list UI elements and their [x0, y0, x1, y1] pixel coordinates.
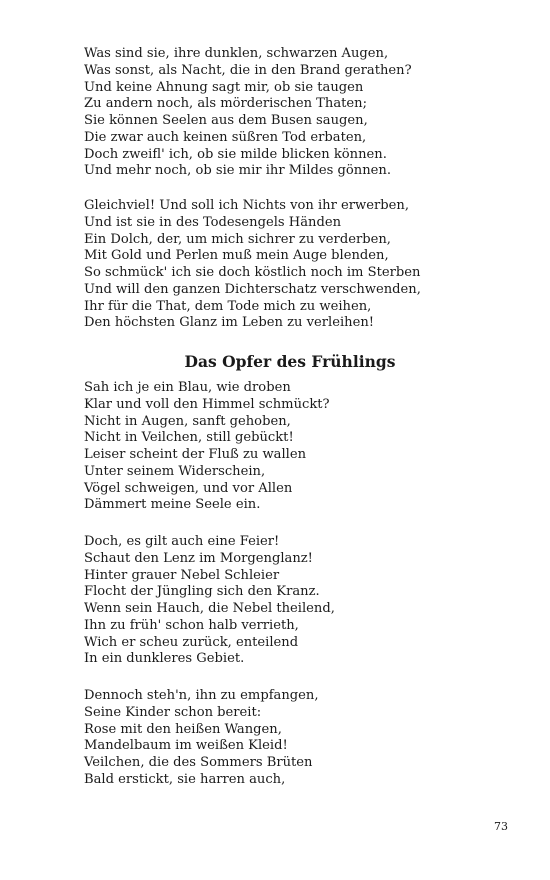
- verse-line: Wenn sein Hauch, die Nebel theilend,: [84, 601, 335, 616]
- verse-line: Nicht in Veilchen, still gebückt!: [84, 430, 294, 446]
- verse-line: Die zwar auch keinen süßren Tod erbaten,: [84, 129, 367, 145]
- verse-line: Dennoch steh'n, ihn zu empfangen,: [84, 688, 319, 703]
- poem-body: [84, 380, 484, 789]
- stanza: [84, 198, 484, 332]
- verse-line: Seine Kinder schon bereit:: [84, 704, 262, 720]
- verse-line: Vögel schweigen, und vor Allen: [84, 480, 293, 496]
- stanza: [84, 380, 484, 514]
- verse-line: Hinter grauer Nebel Schleier: [84, 567, 280, 583]
- verse-line: Mandelbaum im weißen Kleid!: [84, 738, 288, 754]
- verse-line: Sah ich je ein Blau, wie droben: [84, 380, 291, 395]
- verse-line: Ihn zu früh' schon halb verrieth,: [84, 617, 299, 633]
- verse-line: Was sind sie, ihre dunklen, schwarzen Augen,: [84, 46, 389, 61]
- page-number: 73: [494, 820, 508, 833]
- verse-line: Veilchen, die des Sommers Brüten: [84, 755, 313, 770]
- stanza: [84, 688, 484, 789]
- verse-line: Zu andern noch, als mörderischen Thaten;: [84, 96, 367, 112]
- verse-line: Schaut den Lenz im Morgenglanz!: [84, 550, 313, 566]
- verse-line: Leiser scheint der Fluß zu wallen: [84, 447, 307, 462]
- verse-line: Doch zweifl' ich, ob sie milde blicken können.: [84, 146, 387, 162]
- verse-line: Den höchsten Glanz im Leben zu verleihen!: [84, 315, 375, 331]
- stanza: [84, 46, 484, 180]
- verse-line: Flocht der Jüngling sich den Kranz.: [84, 584, 320, 600]
- verse-line: Ihr für die That, dem Tode mich zu weihen,: [84, 298, 372, 314]
- page-body: [84, 46, 484, 809]
- verse-line: Mit Gold und Perlen muß mein Auge blenden,: [84, 248, 389, 264]
- verse-line: Und keine Ahnung sagt mir, ob sie taugen: [84, 79, 364, 95]
- verse-line: Dämmert meine Seele ein.: [84, 497, 261, 513]
- verse-line: Wich er scheu zurück, enteilend: [84, 634, 299, 650]
- verse-line: So schmück' ich sie doch köstlich noch im Sterben: [84, 265, 421, 280]
- verse-line: Ein Dolch, der, um mich sichrer zu verderben,: [84, 231, 391, 247]
- verse-line: Rose mit den heißen Wangen,: [84, 721, 282, 737]
- verse-line: Was sonst, als Nacht, die in den Brand gerathen?: [84, 62, 412, 78]
- verse-line: Doch, es gilt auch eine Feier!: [84, 534, 280, 549]
- verse-line: In ein dunkleres Gebiet.: [84, 651, 245, 667]
- previous-poem-continuation: [84, 46, 484, 332]
- verse-line: Und ist sie in des Todesengels Händen: [84, 214, 342, 230]
- verse-line: Und will den ganzen Dichterschatz verschwenden,: [84, 281, 421, 297]
- verse-line: Sie können Seelen aus dem Busen saugen,: [84, 113, 368, 128]
- verse-line: Gleichviel! Und soll ich Nichts von ihr erwerben,: [84, 198, 409, 213]
- verse-line: Unter seinem Widerschein,: [84, 463, 266, 479]
- verse-line: Nicht in Augen, sanft gehoben,: [84, 413, 291, 429]
- verse-line: Bald erstickt, sie harren auch,: [84, 771, 286, 787]
- verse-line: Klar und voll den Himmel schmückt?: [84, 396, 330, 412]
- verse-line: Und mehr noch, ob sie mir ihr Mildes gönnen.: [84, 163, 392, 179]
- stanza: [84, 534, 484, 668]
- poem-title: Das Opfer des Frühlings: [184, 352, 396, 371]
